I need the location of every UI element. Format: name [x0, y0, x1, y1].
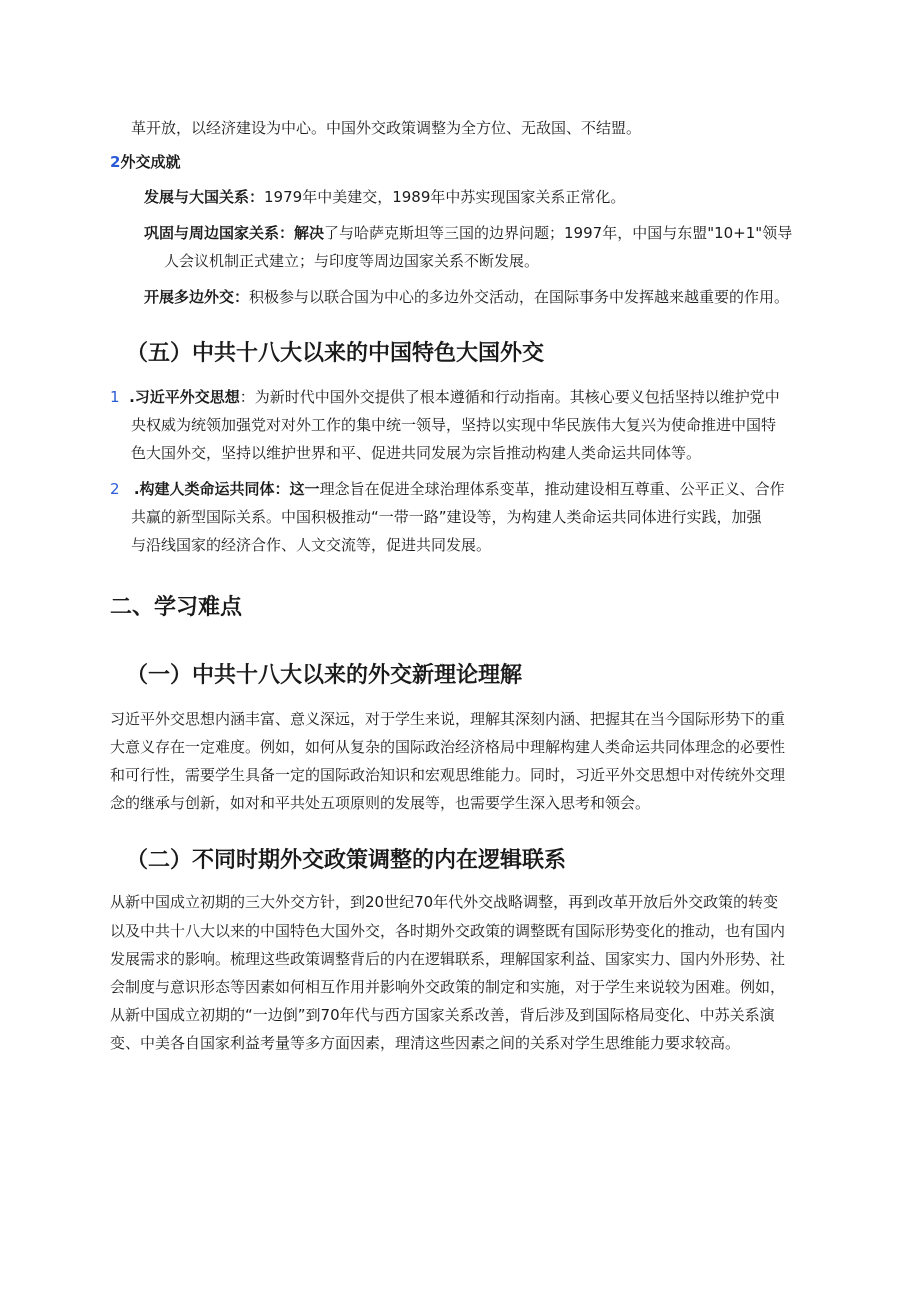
section5-item-1-line: 色大国外交，坚持以维护世界和平、促进共同发展为宗旨推动构建人类命运共同体等。	[131, 444, 702, 462]
item-line: ：为新时代中国外交提供了根本遵循和行动指南。其核心要义包括坚持以维护党中	[239, 388, 780, 406]
sub1-heading: （一）中共十八大以来的外交新理论理解	[126, 663, 523, 688]
sub2-line: 从新中国成立初期的三大外交方针，到20世纪70年代外交战略调整，再到改革开放后外交政策的转变	[110, 893, 779, 911]
sub2-line: 以及中共十八大以来的中国特色大国外交，各时期外交政策的调整既有国际形势变化的推动，也有国内	[110, 922, 786, 940]
achievement-text: 1979年中美建交，1989年中苏实现国家关系正常化。	[264, 188, 626, 206]
section5-item-1-line: 央权威为统领加强党对对外工作的集中统一领导，坚持以实现中华民族伟大复兴为使命推进中国特	[131, 416, 777, 434]
section5-item-2-line: 与沿线国家的经济合作、人文交流等，促进共同发展。	[131, 536, 492, 554]
achievement-item-2-cont: 人会议机制正式建立；与印度等周边国家关系不断发展。	[164, 252, 540, 270]
achievements-number: 2	[110, 153, 121, 171]
intro-line: 革开放，以经济建设为中心。中国外交政策调整为全方位、无敌国、不结盟。	[131, 119, 642, 137]
sub2-line: 发展需求的影响。梳理这些政策调整背后的内在逻辑联系，理解国家利益、国家实力、国内外形势、社	[110, 950, 786, 968]
achievement-label: 开展多边外交：	[144, 288, 250, 306]
part2-heading: 二、学习难点	[110, 595, 243, 620]
sub1-line: 和可行性，需要学生具备一定的国际政治知识和宏观思维能力。同时，习近平外交思想中对传统外交理	[110, 766, 786, 784]
sub1-line: 大意义存在一定难度。例如，如何从复杂的国际政治经济格局中理解构建人类命运共同体理念的必要性	[110, 738, 786, 756]
achievements-title: 外交成就	[120, 153, 181, 171]
sub1-line: 念的继承与创新，如对和平共处五项原则的发展等，也需要学生深入思考和领会。	[110, 794, 651, 812]
achievement-item-2	[144, 219, 792, 247]
item-number: 1	[110, 388, 120, 406]
achievement-text: 了与哈萨克斯坦等三国的边界问题；1997年，中国与东盟"10+1"领导	[324, 224, 793, 242]
section5-item-2	[110, 475, 785, 503]
achievement-label: 巩固与周边国家关系：解决	[144, 224, 325, 242]
item-label: .构建人类命运共同体：这一	[133, 480, 320, 498]
sub2-line: 从新中国成立初期的“一边倒”到70年代与西方国家关系改善，背后涉及到国际格局变化、中苏关系演	[110, 1006, 775, 1024]
sub2-line: 会制度与意识形态等因素如何相互作用并影响外交政策的制定和实施，对于学生来说较为困难。例如，	[110, 978, 786, 996]
achievement-item-1	[144, 183, 625, 211]
sub2-line: 变、中美各自国家利益考量等多方面因素，理清这些因素之间的关系对学生思维能力要求较高。	[110, 1034, 741, 1052]
section5-item-1	[110, 383, 780, 411]
sub1-line: 习近平外交思想内涵丰富、意义深远，对于学生来说，理解其深刻内涵、把握其在当今国际形势下的重	[110, 710, 786, 728]
sub2-heading: （二）不同时期外交政策调整的内在逻辑联系	[126, 848, 567, 873]
achievement-item-3	[144, 283, 789, 311]
achievement-text: 积极参与以联合国为中心的多边外交活动，在国际事务中发挥越来越重要的作用。	[249, 288, 790, 306]
section5-heading: （五）中共十八大以来的中国特色大国外交	[126, 341, 545, 366]
achievement-label: 发展与大国关系：	[144, 188, 265, 206]
item-number: 2	[110, 480, 120, 498]
section5-item-2-line: 共赢的新型国际关系。中国积极推动“一带一路”建设等，为构建人类命运共同体进行实践，加强	[131, 508, 762, 526]
item-line: 理念旨在促进全球治理体系变革，推动建设相互尊重、公平正义、合作	[319, 480, 785, 498]
item-label: .习近平外交思想	[129, 388, 240, 406]
achievements-heading	[110, 148, 180, 176]
